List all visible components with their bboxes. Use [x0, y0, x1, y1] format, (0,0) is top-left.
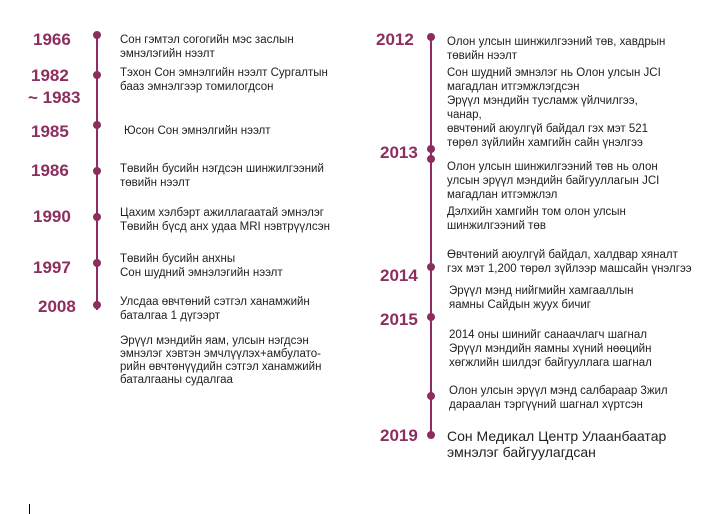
timeline-dot — [93, 71, 101, 79]
timeline-dot — [93, 31, 101, 39]
year-label: 2008 — [38, 297, 76, 316]
timeline-dot — [93, 167, 101, 175]
year-label: 1990 — [33, 207, 71, 226]
timeline-dot — [427, 313, 435, 321]
event-text: Эрүүл мэндийн яам, улсын нэгдсэн эмнэлэг хэвтэн эмчлүүлэх+амбулато- рийн өвчтөнүүдийн сэтгэл ханамжийн баталгааны судалгаа — [120, 335, 322, 386]
event-text: Өвчтөний аюулгүй байдал, халдвар хяналт гэх мэт 1,200 төрөл зүйлээр машсайн үнэлгээ — [447, 249, 692, 275]
year-label: 1985 — [31, 122, 69, 141]
event-text: Юсон Сон эмнэлгийн нээлт — [124, 125, 271, 137]
event-text: Олон улсын шинжилгээний төв нь олон улсын эрүүл мэндийн байгууллагын JCI магадлан итгэмжлэл — [447, 161, 660, 201]
timeline-dot — [427, 145, 435, 153]
timeline-dot — [93, 259, 101, 267]
year-label: 2013 — [380, 143, 418, 162]
event-text: Цахим хэлбэрт ажиллагаатай эмнэлэг Төвийн бүсд анх удаа MRI нэвтрүүлсэн — [120, 207, 330, 233]
event-text: Сон Медикал Центр Улаанбаатар эмнэлэг байгуулагдсан — [447, 428, 667, 460]
event-text: Сон шудний эмнэлэг нь Олон улсын JCI магадлан итгэмжлэгдсэн — [447, 67, 661, 93]
event-text: Төвийн бусийн анхны Сон шудний эмнэлэгийн нээлт — [120, 253, 283, 279]
event-text: Олон улсын шинжилгээний төв, хавдрын төвийн нээлт — [447, 36, 666, 62]
timeline-dot — [93, 301, 101, 309]
year-label: 1966 — [33, 30, 71, 49]
year-label: 2014 — [380, 266, 418, 285]
year-label: 1982 — [31, 66, 69, 85]
timeline-dot — [427, 33, 435, 41]
event-text: Тэхон Сон эмнэлгийн нээлт Сургалтын бааз эмнэлгээр томилогдсон — [120, 67, 328, 93]
year-label: 2012 — [376, 30, 414, 49]
event-text: Төвийн бусийн нэгдсэн шинжилгээний төвийн нээлт — [120, 163, 324, 189]
event-text: Эрүүл мэнд нийгмийн хамгааллын яамны Сайдын жуух бичиг — [449, 285, 634, 311]
event-text: Улсдаа өвчтөний сэтгэл ханамжийн баталгаа 1 дүгээрт — [120, 296, 310, 322]
timeline-dot — [427, 392, 435, 400]
timeline-dot — [93, 121, 101, 129]
year-label: 1986 — [31, 161, 69, 180]
event-text: Эрүүл мэндийн тусламж үйлчилгээ, чанар, — [447, 95, 638, 121]
year-label: 2019 — [380, 426, 418, 445]
text-cursor — [29, 504, 30, 514]
event-text: 2014 оны шинийг санаачлагч шагнал Эрүүл мэндийн яамны хүний нөөцийн хөгжлийн шилдэг байгууллага шагнал — [449, 329, 652, 369]
right-timeline-line — [430, 34, 432, 436]
timeline-dot — [427, 155, 435, 163]
timeline-dot — [93, 213, 101, 221]
event-text: Олон улсын эрүүл мэнд салбараар 3жил дараалан тэргүүний шагнал хүртсэн — [449, 385, 668, 411]
event-text: Сон гэмтэл согогийн мэс заслын эмнэлэгийн нээлт — [120, 34, 294, 60]
event-text: Дэлхийн хамгийн том олон улсын шинжилгээний төв — [447, 206, 626, 232]
timeline-dot — [427, 263, 435, 271]
timeline-dot — [427, 431, 435, 439]
year-label: 1997 — [33, 258, 71, 277]
year-label: ~ 1983 — [28, 88, 81, 107]
event-text: өвчтөний аюулгүй байдал гэх мэт 521 төрөл зүйлийн хамгийн сайн үнэлгээ — [447, 123, 649, 149]
year-label: 2015 — [380, 310, 418, 329]
